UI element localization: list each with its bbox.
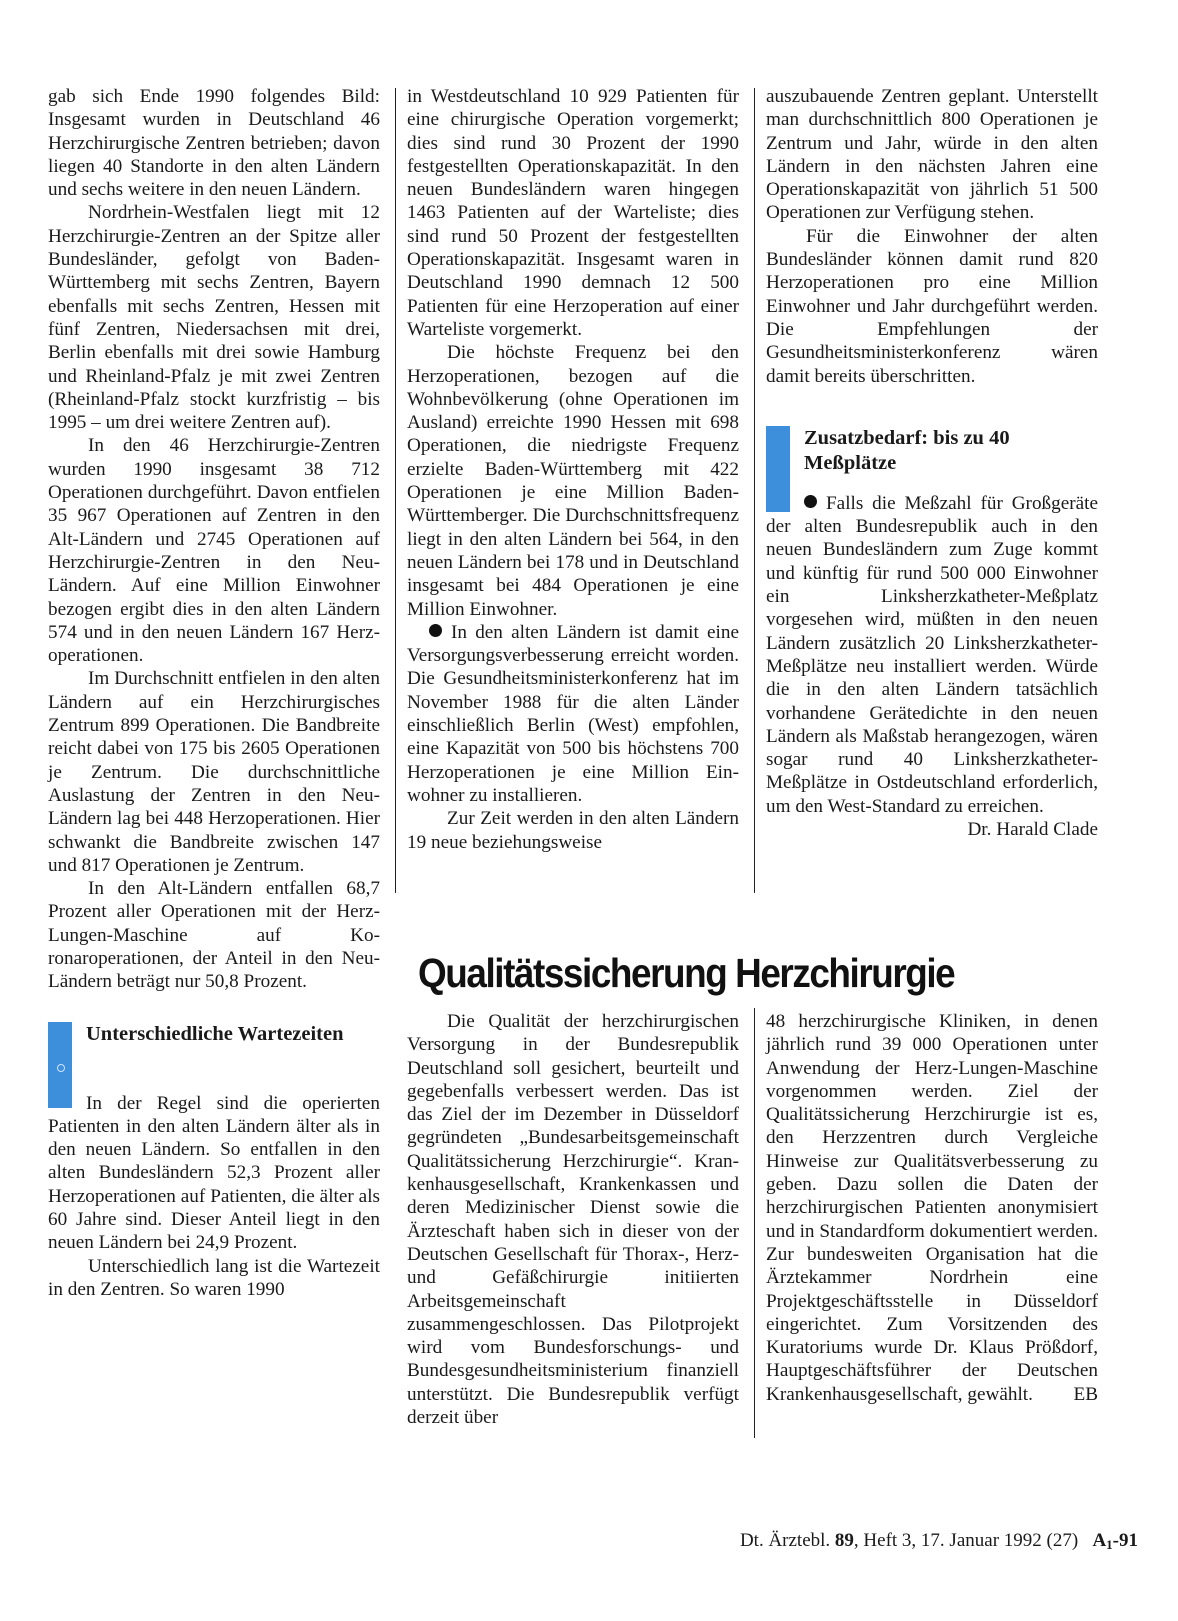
- journal-issue: , Heft 3, 17. Januar 1992 (27): [853, 1530, 1079, 1551]
- left-paragraph-1: gab sich Ende 1990 folgendes Bild: Insgesamt wurden in Deutschland 46 Herzchirurgische Zentren betrieben; davon liegen 40 Standorte in den alten Ländern und sechs weitere in den neuen Ländern.: [48, 86, 380, 201]
- dot-icon: [57, 1064, 65, 1072]
- middle-paragraph-4: Zur Zeit werden in den alten Ländern 19 neue beziehungsweise: [407, 808, 739, 853]
- page-number: [1092, 1530, 1138, 1551]
- column-rule-2: [754, 88, 755, 893]
- left-paragraph-2: Nordrhein-Westfalen liegt mit 12 Herzchirurgie-Zentren an der Spitze aller Bundesländer, gefolgt von Baden-Württemberg mit sechs Zentren, Bayern ebenfalls mit sechs Zentren, Hessen mit fünf Zentren, Niedersachsen mit drei, Berlin ebenfalls mit drei sowie Hamburg und Rheinland-Pfalz je mit zwei Zentren (Rheinland-Pfalz stockt kurzfristig – bis 1995 – um drei weitere Zentren auf).: [48, 202, 380, 434]
- author-signature: Dr. Harald Clade: [967, 819, 1098, 841]
- column-rule-1: [395, 88, 396, 893]
- column-rule-3: [754, 1008, 755, 1438]
- journal-name: Dt. Ärztebl.: [739, 1530, 831, 1551]
- journal-volume: 89: [834, 1530, 854, 1551]
- right-paragraph-1: auszubauende Zentren geplant. Unterstellt man durchschnittlich 800 Operationen je Zentrum und Jahr, würde in den alten Ländern in den nächsten Jahren eine Operationskapazität von jährlich 51 500 Operationen zur Verfügung stehen.: [766, 86, 1098, 224]
- right-column: [766, 85, 1098, 841]
- middle-paragraph-2: Die höchste Frequenz bei den Herzoperationen, bezogen auf die Wohnbevölkerung (ohne Operationen im Ausland) erreichte 1990 Hessen mit 698 Operationen, die niedrigste Frequenz erzielte Baden-Württemberg mit 422 Operationen je eine Million Baden-Württemberger. Die Durchschnittsfrequenz liegt in den alten Ländern bei 564, in den neuen Ländern bei 178 und in Deutschland insgesamt bei 484 Operationen je eine Million Einwohner.: [407, 342, 739, 620]
- blue-bar-marker: [766, 426, 790, 512]
- article2-signature: EB: [1073, 1384, 1098, 1406]
- middle-paragraph-1: in Westdeutschland 10 929 Patienten für eine chirurgische Operation vorgemerkt; dies sind rund 30 Prozent der 1990 festgestellten Operationskapazität. In den neuen Bundesländern waren hingegen 1463 Patienten auf der Warteliste; dies sind rund 50 Prozent der festgestellten Operationskapazität. Insgesamt waren in Deutschland 1990 demnach 12 500 Patienten für eine Herzoperation auf einer Warteliste vorgemerkt.: [407, 86, 739, 340]
- subhead-wartezeiten: [48, 1022, 380, 1098]
- right-paragraph-3: [766, 492, 1098, 818]
- article2-left-text: Die Qualität der herzchirurgischen Versorgung in der Bundesrepublik Deutschland soll gesichert, beurteilt und gegebenfalls verbessert werden. Das ist das Ziel der im Dezember in Düsseldorf gegründeten „Bundesarbeitsgemeinschaft Qualitätssicherung Herzchirurgie“. Krankenhausgesellschaft, Krankenkassen und deren Medizinischer Dienst sowie die Ärzteschaft haben sich in dieser von der Deutschen Gesellschaft für Thorax-, Herz- und Gefäßchirurgie initiierten Arbeitsgemeinschaft zusammengeschlossen. Das Pilotprojekt wird vom Bundesforschungs- und Bundesgesundheitsministerium finanziell unterstützt. Die Bundesrepublik verfügt derzeit über: [407, 1011, 739, 1429]
- middle-paragraph-3-text: In den alten Ländern ist damit eine Versorgungsverbesserung erreicht worden. Die Gesundheitsministerkonferenz hat im November 1988 für die alten Länder einschließlich Berlin (West) empfohlen, eine Kapazität von 500 bis höchstens 700 Herzoperationen je eine Million Einwohner zu installieren.: [407, 621, 739, 806]
- right-paragraph-2: Für die Einwohner der alten Bundesländer können damit rund 820 Herzoperationen pro eine Million Einwohner und Jahr durchgeführt werden. Die Empfehlungen der Gesundheitsministerkonferenz wären damit bereits überschritten.: [766, 225, 1098, 387]
- article2-right-text: 48 herzchirurgische Kliniken, in denen jährlich rund 39 000 Operationen unter Anwendung der Herz-Lungen-Maschine vorgenommen werden. Ziel der Qualitätssicherung Herzchirurgie ist es, den Herzzentren durch Vergleiche Hinweise zur Qualitätsverbesserung zu geben. Dazu sollen die Daten der herzchirurgischen Patienten anonymisiert und in Standardform dokumentiert werden. Zur bundesweiten Organisation hat die Ärztekammer Nordrhein eine Projektgeschäftsstelle in Düsseldorf eingerichtet. Zum Vorsitzenden des Kuratoriums wurde Dr. Klaus Prößdorf, Hauptgeschäftsführer der Deutschen Krankenhausgesellschaft, gewählt.: [766, 1011, 1098, 1405]
- middle-column: [407, 85, 739, 854]
- page-prefix: A: [1092, 1530, 1107, 1551]
- subhead-title: Unterschiedliche Wartezeiten: [86, 1022, 344, 1045]
- page-number-value: -91: [1112, 1530, 1138, 1551]
- page-footer: [650, 1530, 1138, 1553]
- left-column: [48, 85, 380, 1301]
- subhead-title: Zusatzbedarf: bis zu 40 Meßplätze: [804, 426, 1010, 474]
- blue-bar-marker: [48, 1022, 72, 1108]
- left-paragraph-7: Unterschiedlich lang ist die Wartezeit in den Zentren. So waren 1990: [48, 1255, 380, 1300]
- page-sub: 1: [1106, 1537, 1113, 1552]
- left-paragraph-4: Im Durchschnitt entfielen in den alten Ländern auf ein Herzchirurgisches Zentrum 899 Operationen. Die Bandbreite reicht dabei von 175 bis 2605 Operationen je Zentrum. Die durchschnittliche Auslastung der Zentren in den Neu-Ländern lag bei 448 Herzoperationen. Hier schwankt die Bandbreite zwischen 147 und 817 Operationen je Zentrum.: [48, 668, 380, 876]
- article-title: Qualitätssicherung Herzchirurgie: [418, 950, 955, 996]
- article2-left-column: [407, 1010, 739, 1429]
- article2-right-column: [766, 1010, 1098, 1406]
- left-paragraph-3: In den 46 Herzchirurgie-Zentren wurden 1990 insgesamt 38 712 Operationen durchgeführt. Davon entfielen 35 967 Operationen auf Zentren in den Alt-Ländern und 2745 Operationen auf Herzchirurgie-Zentren in den Neu-Ländern. Auf eine Million Einwohner bezogen ergibt dies in den alten Ländern 574 und in den neuen Ländern 167 Herzoperationen.: [48, 435, 380, 667]
- left-paragraph-5: In den Alt-Ländern entfallen 68,7 Prozent aller Operationen mit der Herz-Lungen-Maschine auf Koronaroperationen, der Anteil in den Neu-Ländern beträgt nur 50,8 Prozent.: [48, 878, 380, 993]
- middle-paragraph-3: [407, 621, 739, 807]
- left-paragraph-6: In der Regel sind die operierten Patienten in den alten Ländern älter als in den neuen Ländern. So entfallen in den alten Bundesländern 52,3 Prozent aller Herzoperationen auf Patienten, die älter als 60 Jahre sind. Dieser Anteil liegt in den neuen Ländern bei 24,9 Prozent.: [48, 1092, 380, 1254]
- subhead-zusatzbedarf: [766, 426, 1098, 502]
- bullet-icon: [429, 624, 442, 637]
- right-paragraph-3-text: Falls die Meßzahl für Großgeräte der alten Bundesrepublik auch in den neuen Bundesländern zum Zuge kommt und künftig für rund 500 000 Einwohner ein Linksherzkatheter-Meßplatz vorgesehen wird, müßten in den neuen Ländern zusätzlich 20 Linksherzkatheter-Meßplätze neu installiert werden. Würde die in den alten Ländern tatsächlich vorhandene Gerätedichte in den neuen Ländern als Maßstab herangezogen, wären sogar rund 40 Linksherzkatheter-Meßplätze in Ostdeutschland erforderlich, um den West-Standard zu erreichen.: [766, 492, 1098, 817]
